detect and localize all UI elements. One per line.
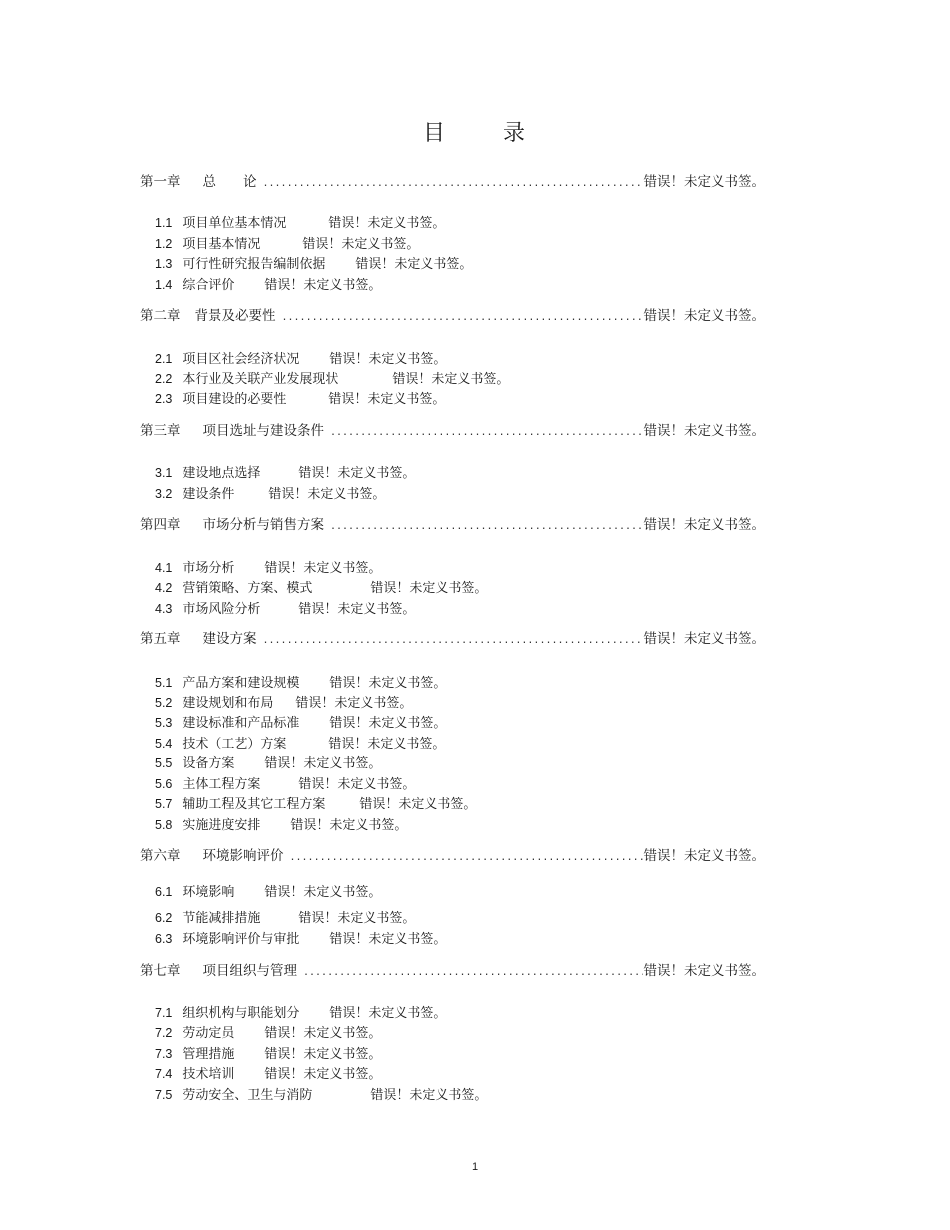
section-page-ref: 错误！未定义书签。 (359, 797, 477, 812)
section-title: 市场分析 (182, 561, 235, 576)
section-title: 产品方案和建设规模 (182, 676, 300, 691)
toc-section-entry[interactable] (155, 814, 407, 832)
section-page-ref: 错误！未定义书签。 (370, 1088, 488, 1103)
section-page-ref: 错误！未定义书签。 (355, 257, 473, 272)
section-number: 4.3 (155, 602, 173, 616)
toc-section-entry[interactable] (155, 712, 446, 730)
section-page-ref: 错误！未定义书签。 (290, 818, 408, 833)
section-page-ref: 错误！未定义书签。 (302, 237, 420, 252)
section-title: 劳动定员 (182, 1026, 235, 1041)
dot-leader (263, 635, 643, 646)
dot-leader (330, 521, 643, 532)
section-title: 营销策略、方案、模式 (182, 581, 313, 596)
toc-chapter-entry[interactable] (140, 419, 765, 439)
section-number: 3.1 (155, 466, 173, 480)
section-page-ref: 错误！未定义书签。 (264, 561, 382, 576)
section-title: 建设条件 (182, 487, 235, 502)
section-number: 1.2 (155, 237, 173, 251)
chapter-title: 建设方案 (202, 631, 257, 647)
toc-section-entry[interactable] (155, 483, 385, 501)
section-page-ref: 错误！未定义书签。 (298, 911, 416, 926)
section-number: 5.8 (155, 818, 173, 832)
section-title: 可行性研究报告编制依据 (182, 257, 326, 272)
section-number: 5.3 (155, 716, 173, 730)
section-page-ref: 错误！未定义书签。 (328, 737, 446, 752)
toc-section-entry[interactable] (155, 368, 509, 386)
toc-section-entry[interactable] (155, 672, 446, 690)
section-page-ref: 错误！未定义书签。 (264, 1047, 382, 1062)
section-title: 技术（工艺）方案 (182, 737, 287, 752)
section-title: 本行业及关联产业发展现状 (182, 372, 339, 387)
chapter-page-ref: 错误！未定义书签。 (643, 848, 765, 864)
section-number: 2.3 (155, 392, 173, 406)
section-title: 节能减排措施 (182, 911, 261, 926)
section-title: 项目建设的必要性 (182, 392, 287, 407)
section-number: 7.3 (155, 1047, 173, 1061)
chapter-number: 第二章 (140, 308, 181, 324)
section-page-ref: 错误！未定义书签。 (329, 716, 447, 731)
toc-section-entry[interactable] (155, 733, 445, 751)
section-page-ref: 错误！未定义书签。 (392, 372, 510, 387)
toc-chapter-entry[interactable] (140, 959, 765, 979)
section-number: 4.2 (155, 581, 173, 595)
section-number: 6.1 (155, 885, 173, 899)
toc-section-entry[interactable] (155, 1063, 381, 1081)
toc-section-entry[interactable] (155, 462, 415, 480)
toc-section-entry[interactable] (155, 348, 446, 366)
toc-section-entry[interactable] (155, 907, 415, 925)
chapter-title: 背景及必要性 (194, 308, 276, 324)
toc-section-entry[interactable] (155, 1084, 487, 1102)
section-number: 6.2 (155, 911, 173, 925)
chapter-title: 项目组织与管理 (202, 963, 297, 979)
dot-leader (263, 178, 643, 189)
chapter-page-ref: 错误！未定义书签。 (643, 308, 765, 324)
section-number: 5.1 (155, 676, 173, 690)
section-number: 7.5 (155, 1088, 173, 1102)
section-number: 4.1 (155, 561, 173, 575)
chapter-page-ref: 错误！未定义书签。 (643, 963, 765, 979)
toc-title-char-1: 目 (422, 121, 447, 146)
toc-chapter-entry[interactable] (140, 844, 765, 864)
toc-section-entry[interactable] (155, 598, 415, 616)
chapter-title: 环境影响评价 (202, 848, 284, 864)
section-page-ref: 错误！未定义书签。 (268, 487, 386, 502)
toc-section-entry[interactable] (155, 388, 445, 406)
section-title: 建设规划和布局 (182, 696, 274, 711)
toc-section-entry[interactable] (155, 577, 487, 595)
toc-chapter-entry[interactable] (140, 627, 765, 647)
section-number: 1.1 (155, 216, 173, 230)
section-page-ref: 错误！未定义书签。 (264, 1026, 382, 1041)
chapter-page-ref: 错误！未定义书签。 (643, 174, 765, 190)
chapter-number: 第五章 (140, 631, 181, 647)
section-title: 实施进度安排 (182, 818, 261, 833)
section-title: 市场风险分析 (182, 602, 261, 617)
section-number: 2.2 (155, 372, 173, 386)
toc-title (0, 116, 950, 147)
section-title: 综合评价 (182, 278, 235, 293)
section-page-ref: 错误！未定义书签。 (298, 466, 416, 481)
section-page-ref: 错误！未定义书签。 (370, 581, 488, 596)
section-number: 1.4 (155, 278, 173, 292)
section-title: 劳动安全、卫生与消防 (182, 1088, 313, 1103)
toc-chapter-entry[interactable] (140, 513, 765, 533)
section-number: 7.4 (155, 1067, 173, 1081)
section-title: 设备方案 (182, 756, 235, 771)
section-number: 3.2 (155, 487, 173, 501)
section-title: 管理措施 (182, 1047, 235, 1062)
chapter-number: 第一章 (140, 174, 181, 190)
section-page-ref: 错误！未定义书签。 (329, 352, 447, 367)
toc-section-entry[interactable] (155, 1002, 446, 1020)
section-page-ref: 错误！未定义书签。 (329, 1006, 447, 1021)
dot-leader (303, 967, 643, 978)
section-title: 组织机构与职能划分 (182, 1006, 300, 1021)
section-title: 建设标准和产品标准 (182, 716, 300, 731)
toc-section-entry[interactable] (155, 752, 381, 770)
section-title: 辅助工程及其它工程方案 (182, 797, 326, 812)
toc-title-char-2: 录 (503, 121, 528, 146)
section-title: 建设地点选择 (182, 466, 261, 481)
section-title: 环境影响 (182, 885, 235, 900)
toc-section-entry[interactable] (155, 557, 381, 575)
section-title: 主体工程方案 (182, 777, 261, 792)
section-number: 7.2 (155, 1026, 173, 1040)
section-page-ref: 错误！未定义书签。 (328, 392, 446, 407)
toc-section-entry[interactable] (155, 773, 415, 791)
section-page-ref: 错误！未定义书签。 (264, 1067, 382, 1082)
section-page-ref: 错误！未定义书签。 (328, 216, 446, 231)
section-title: 技术培训 (182, 1067, 235, 1082)
section-number: 6.3 (155, 932, 173, 946)
chapter-title: 总 论 (202, 174, 257, 190)
dot-leader (330, 427, 643, 438)
section-page-ref: 错误！未定义书签。 (264, 885, 382, 900)
section-number: 2.1 (155, 352, 173, 366)
section-page-ref: 错误！未定义书签。 (295, 696, 413, 711)
chapter-page-ref: 错误！未定义书签。 (643, 517, 765, 533)
section-page-ref: 错误！未定义书签。 (329, 932, 447, 947)
section-number: 1.3 (155, 257, 173, 271)
toc-section-entry[interactable] (155, 692, 412, 710)
chapter-page-ref: 错误！未定义书签。 (643, 423, 765, 439)
toc-section-entry[interactable] (155, 881, 381, 899)
chapter-title: 市场分析与销售方案 (202, 517, 324, 533)
chapter-number: 第三章 (140, 423, 181, 439)
toc-section-entry[interactable] (155, 1043, 381, 1061)
section-number: 5.7 (155, 797, 173, 811)
section-number: 5.5 (155, 756, 173, 770)
section-page-ref: 错误！未定义书签。 (298, 777, 416, 792)
toc-section-entry[interactable] (155, 212, 445, 230)
section-page-ref: 错误！未定义书签。 (264, 756, 382, 771)
section-title: 环境影响评价与审批 (182, 932, 300, 947)
toc-section-entry[interactable] (155, 274, 381, 292)
toc-section-entry[interactable] (155, 793, 476, 811)
chapter-number: 第六章 (140, 848, 181, 864)
chapter-number: 第七章 (140, 963, 181, 979)
section-number: 7.1 (155, 1006, 173, 1020)
toc-section-entry[interactable] (155, 233, 419, 251)
toc-section-entry[interactable] (155, 1022, 381, 1040)
section-number: 5.2 (155, 696, 173, 710)
chapter-title: 项目选址与建设条件 (202, 423, 324, 439)
section-page-ref: 错误！未定义书签。 (298, 602, 416, 617)
page-number: 1 (471, 1161, 479, 1173)
toc-section-entry[interactable] (155, 253, 472, 271)
section-number: 5.4 (155, 737, 173, 751)
chapter-page-ref: 错误！未定义书签。 (643, 631, 765, 647)
toc-section-entry[interactable] (155, 928, 446, 946)
section-page-ref: 错误！未定义书签。 (264, 278, 382, 293)
dot-leader (282, 312, 643, 323)
section-title: 项目基本情况 (182, 237, 261, 252)
section-number: 5.6 (155, 777, 173, 791)
section-page-ref: 错误！未定义书签。 (329, 676, 447, 691)
section-title: 项目单位基本情况 (182, 216, 287, 231)
toc-chapter-entry[interactable] (140, 170, 765, 190)
dot-leader (290, 852, 643, 863)
toc-chapter-entry[interactable] (140, 304, 765, 324)
chapter-number: 第四章 (140, 517, 181, 533)
section-title: 项目区社会经济状况 (182, 352, 300, 367)
